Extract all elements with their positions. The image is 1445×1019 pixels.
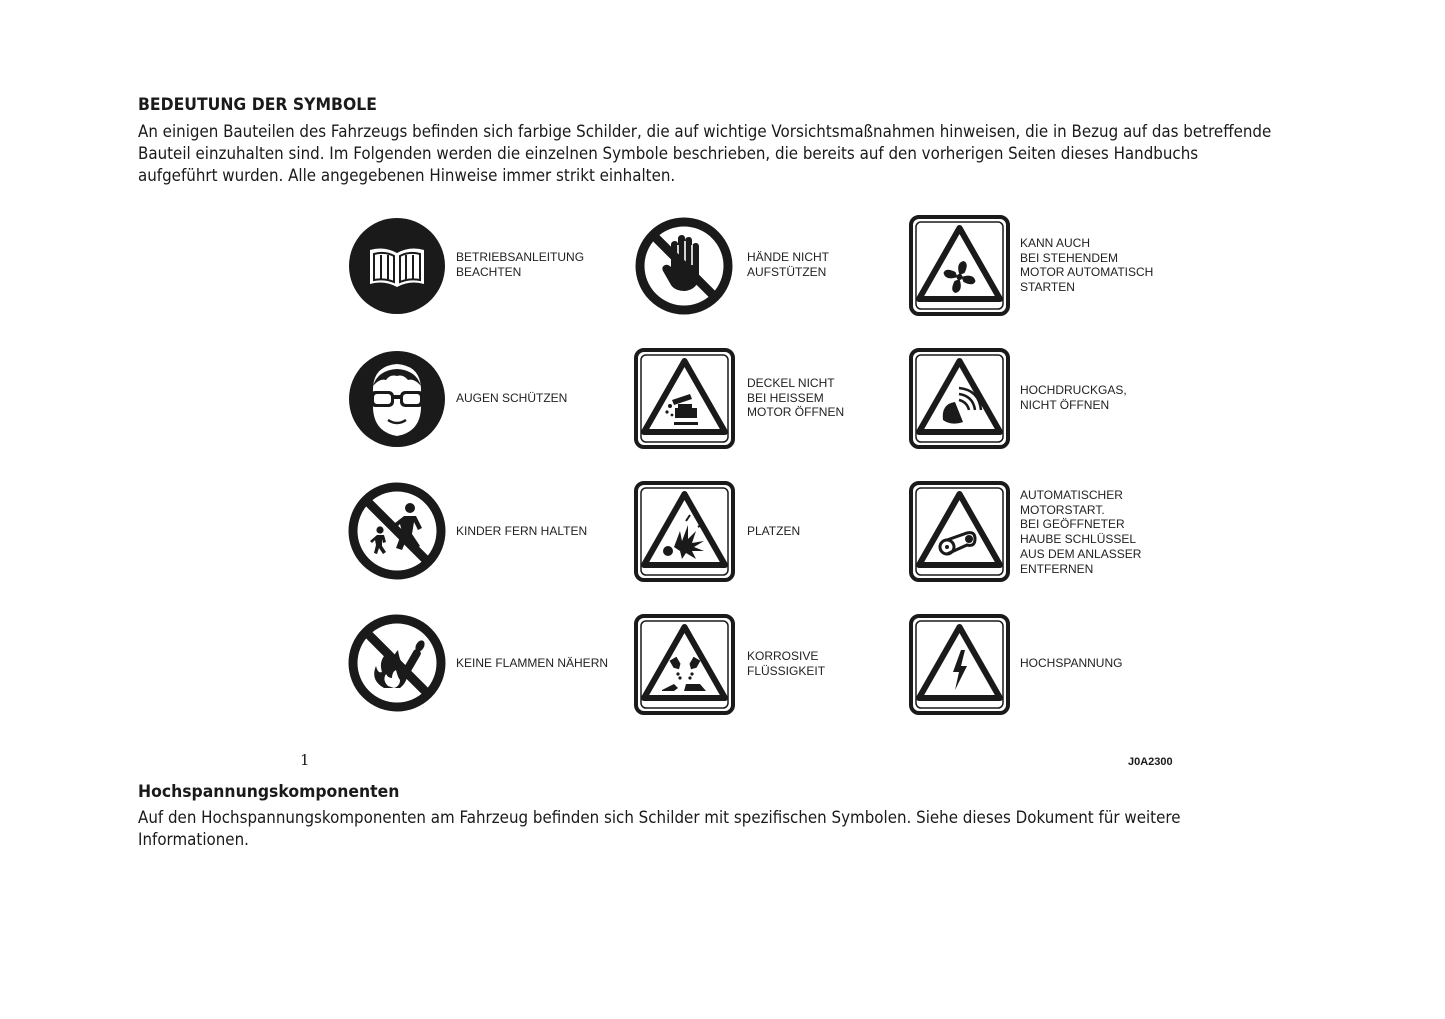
symbol-label: BETRIEBSANLEITUNG BEACHTEN [456, 250, 585, 279]
intro-line: Bauteil einzuhalten sind. Im Folgenden werden die einzelnen Symbole beschrieben, die bereits auf den vorherigen Seiten dieses Handbuchs [138, 144, 1199, 163]
manual-book-icon [348, 217, 446, 315]
symbol-label: HOCHSPANNUNG [1020, 656, 1123, 670]
symbol-label: KINDER FERN HALTEN [456, 524, 588, 538]
page-number: 1 [300, 751, 310, 769]
high-pressure-gas-icon [909, 348, 1010, 449]
symbol-label: PLATZEN [747, 524, 801, 538]
symbol-label: KANN AUCH BEI STEHENDEM MOTOR AUTOMATISCH STARTEN [1020, 236, 1154, 295]
subsection-line: Auf den Hochspannungskomponenten am Fahrzeug befinden sich Schilder mit spezifischen Symbolen. Siehe dieses Dokument für weitere [138, 808, 1181, 827]
symbol-label: AUGEN SCHÜTZEN [456, 391, 568, 405]
keep-children-away-icon [348, 482, 446, 580]
eye-protection-icon [348, 350, 446, 448]
symbol-label: KEINE FLAMMEN NÄHERN [456, 656, 609, 670]
symbol-label: HÄNDE NICHT AUFSTÜTZEN [747, 250, 830, 279]
corrosive-icon [634, 614, 735, 715]
high-voltage-icon [909, 614, 1010, 715]
intro-line: An einigen Bauteilen des Fahrzeugs befinden sich farbige Schilder, die auf wichtige Vorsichtsmaßnahmen hinweisen, die in Bezug auf das betreffende [138, 122, 1272, 141]
fan-warning-icon [909, 215, 1010, 316]
subsection-line: Informationen. [138, 830, 249, 849]
section-title: BEDEUTUNG DER SYMBOLE [138, 95, 377, 115]
symbol-label: KORROSIVE FLÜSSIGKEIT [747, 649, 826, 678]
subsection-title: Hochspannungskomponenten [138, 782, 400, 802]
intro-paragraph [138, 121, 1334, 187]
belt-autostart-icon [909, 481, 1010, 582]
figure-code: J0A2300 [1128, 756, 1173, 768]
hot-cap-warning-icon [634, 348, 735, 449]
symbol-label: DECKEL NICHT BEI HEISSEM MOTOR ÖFFNEN [747, 376, 845, 420]
intro-line: aufgeführt wurden. Alle angegebenen Hinweise immer strikt einhalten. [138, 166, 676, 185]
subsection-paragraph [138, 807, 1334, 851]
explosion-warning-icon [634, 481, 735, 582]
symbol-label: HOCHDRUCKGAS, NICHT ÖFFNEN [1020, 383, 1127, 412]
symbol-label: AUTOMATISCHER MOTORSTART. BEI GEÖFFNETER HAUBE SCHLÜSSEL AUS DEM ANLASSER ENTFERNEN [1020, 488, 1142, 576]
no-flames-icon [348, 614, 446, 712]
no-hand-icon [635, 217, 733, 315]
